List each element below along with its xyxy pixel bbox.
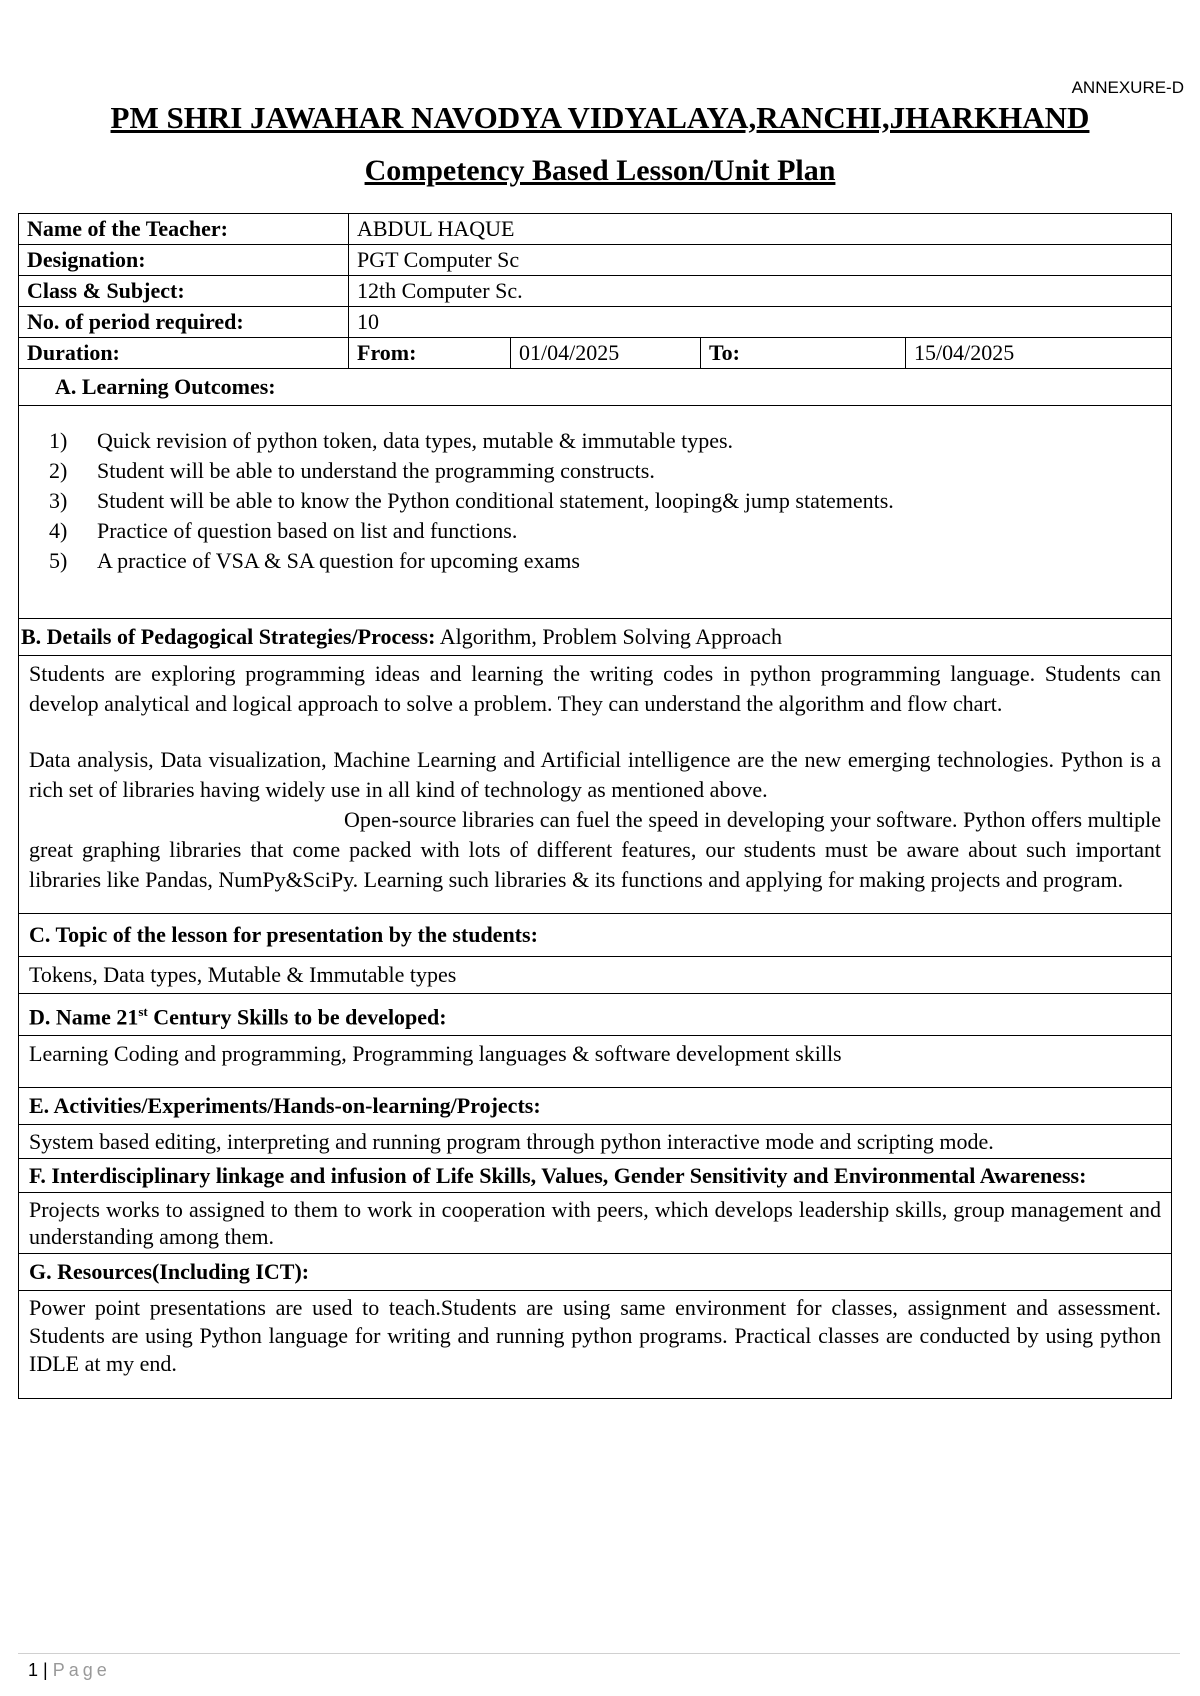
teacher-row — [19, 214, 1172, 245]
section-e-heading: E. Activities/Experiments/Hands-on-learning/Projects: — [19, 1087, 1171, 1124]
page-word: Page — [52, 1660, 111, 1680]
periods-value: 10 — [349, 307, 1172, 338]
footer-divider — [18, 1653, 1180, 1654]
class-subject-row — [19, 276, 1172, 307]
section-d-body: Learning Coding and programming, Programming languages & software development skills — [19, 1035, 1171, 1087]
teacher-info-table — [18, 213, 1172, 369]
section-g-body: Power point presentations are used to teach.Students are using same environment for classes, assignment and assessment. Students are using Python language for writing and running python programs. Practical classes are conducted by using python IDLE at my end. — [19, 1290, 1171, 1398]
section-b-body — [19, 655, 1171, 913]
school-name-heading: PM SHRI JAWAHAR NAVODYA VIDYALAYA,RANCHI,JHARKHAND — [110, 100, 1090, 135]
from-label: From: — [349, 338, 511, 369]
section-b-approach: Algorithm, Problem Solving Approach — [439, 624, 782, 649]
duration-label: Duration: — [19, 338, 349, 369]
section-d-heading: D. Name 21st Century Skills to be developed: — [19, 993, 1171, 1035]
class-subject-label: Class & Subject: — [19, 276, 349, 307]
section-g-heading: G. Resources(Including ICT): — [19, 1253, 1171, 1290]
section-b-paragraph-3: Open-source libraries can fuel the speed in developing your software. Python offers multiple great graphing libraries that come packed with lots of different features, our students must be aware about such important libraries like Pandas, NumPy&SciPy. Learning such libraries & its functions and applying for making projects and program. — [29, 807, 1161, 892]
list-item: 5) A practice of VSA & SA question for upcoming exams — [49, 548, 580, 573]
duration-row — [19, 338, 1172, 369]
teacher-value: ABDUL HAQUE — [349, 214, 1172, 245]
list-item: 2) Student will be able to understand the programming constructs. — [49, 458, 655, 483]
designation-value: PGT Computer Sc — [349, 245, 1172, 276]
designation-row — [19, 245, 1172, 276]
learning-outcomes-list — [19, 406, 1171, 618]
section-e-body: System based editing, interpreting and running program through python interactive mode and scripting mode. — [19, 1124, 1171, 1158]
section-c-heading: C. Topic of the lesson for presentation by the students: — [19, 913, 1171, 956]
footer-separator: | — [43, 1660, 48, 1680]
section-f-body: Projects works to assigned to them to work in cooperation with peers, which develops leadership skills, group management and understanding among them. — [19, 1192, 1171, 1253]
page-number: 1 — [28, 1660, 39, 1680]
lesson-plan-sections — [18, 368, 1172, 1399]
periods-label: No. of period required: — [19, 307, 349, 338]
to-label: To: — [701, 338, 906, 369]
from-date: 01/04/2025 — [511, 338, 701, 369]
list-item: 4) Practice of question based on list and functions. — [49, 518, 518, 543]
list-item: 1) Quick revision of python token, data types, mutable & immutable types. — [49, 428, 734, 453]
section-a-heading: A. Learning Outcomes: — [19, 368, 1171, 405]
class-subject-value: 12th Computer Sc. — [349, 276, 1172, 307]
plan-title: Competency Based Lesson/Unit Plan — [364, 154, 836, 187]
designation-label: Designation: — [19, 245, 349, 276]
section-a-body — [19, 405, 1171, 618]
section-b-heading — [19, 618, 1171, 655]
section-b-paragraph-1: Students are exploring programming ideas and learning the writing codes in python programming language. Students can develop analytical and logical approach to solve a problem. They can understand the algorithm and flow chart. — [29, 661, 1161, 716]
section-b-title: B. Details of Pedagogical Strategies/Process: — [21, 624, 436, 649]
section-c-body: Tokens, Data types, Mutable & Immutable types — [19, 956, 1171, 993]
annexure-label: ANNEXURE-D — [1071, 78, 1184, 97]
teacher-label: Name of the Teacher: — [19, 214, 349, 245]
list-item: 3) Student will be able to know the Python conditional statement, looping& jump statements. — [49, 488, 894, 513]
section-b-paragraph-2: Data analysis, Data visualization, Machine Learning and Artificial intelligence are the new emerging technologies. Python is a rich set of libraries having widely use in all kind of technology as mentioned above. — [29, 747, 1161, 802]
to-date: 15/04/2025 — [906, 338, 1172, 369]
page-footer — [28, 1660, 111, 1681]
section-f-heading: F. Interdisciplinary linkage and infusion of Life Skills, Values, Gender Sensitivity and Environmental Awareness: — [19, 1158, 1171, 1192]
periods-row — [19, 307, 1172, 338]
